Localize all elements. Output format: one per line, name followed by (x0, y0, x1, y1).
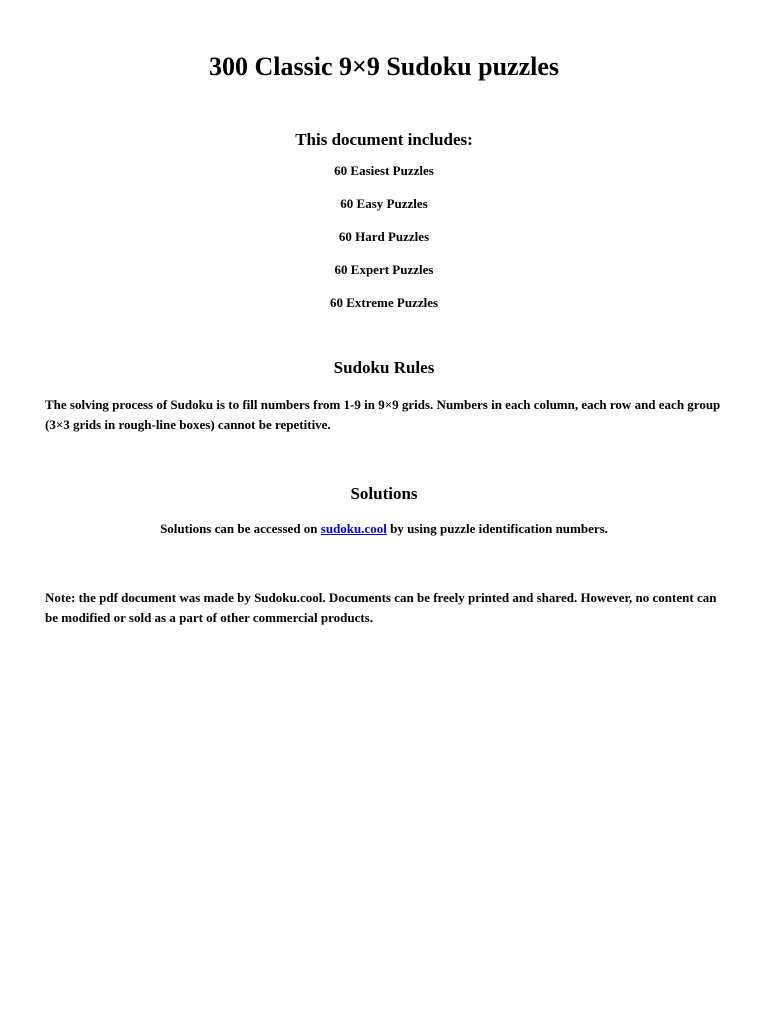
rules-heading: Sudoku Rules (333, 358, 435, 377)
sudoku-cool-link[interactable]: sudoku.cool (320, 521, 387, 536)
includes-list (0, 162, 768, 327)
includes-item-hard: 60 Hard Puzzles (338, 229, 430, 244)
includes-item-expert: 60 Expert Puzzles (334, 262, 434, 277)
solutions-text-after: by using puzzle identification numbers. (386, 521, 608, 536)
solutions-heading: Solutions (350, 484, 418, 503)
page-title: 300 Classic 9×9 Sudoku puzzles (209, 52, 559, 81)
includes-heading: This document includes: (295, 130, 473, 149)
includes-item-easy: 60 Easy Puzzles (340, 196, 428, 211)
includes-item-easiest: 60 Easiest Puzzles (334, 163, 434, 178)
note-paragraph: Note: the pdf document was made by Sudoku.cool. Documents can be freely printed and shared. However, no content can be modified or sold as a part of other commercial products. (45, 590, 717, 625)
solutions-text-before: Solutions can be accessed on (160, 521, 321, 536)
includes-item-extreme: 60 Extreme Puzzles (329, 295, 439, 310)
rules-paragraph: The solving process of Sudoku is to fill numbers from 1-9 in 9×9 grids. Numbers in each column, each row and each group (3×3 grids in rough-line boxes) cannot be repetitive. (45, 397, 721, 432)
solutions-paragraph (0, 519, 768, 539)
